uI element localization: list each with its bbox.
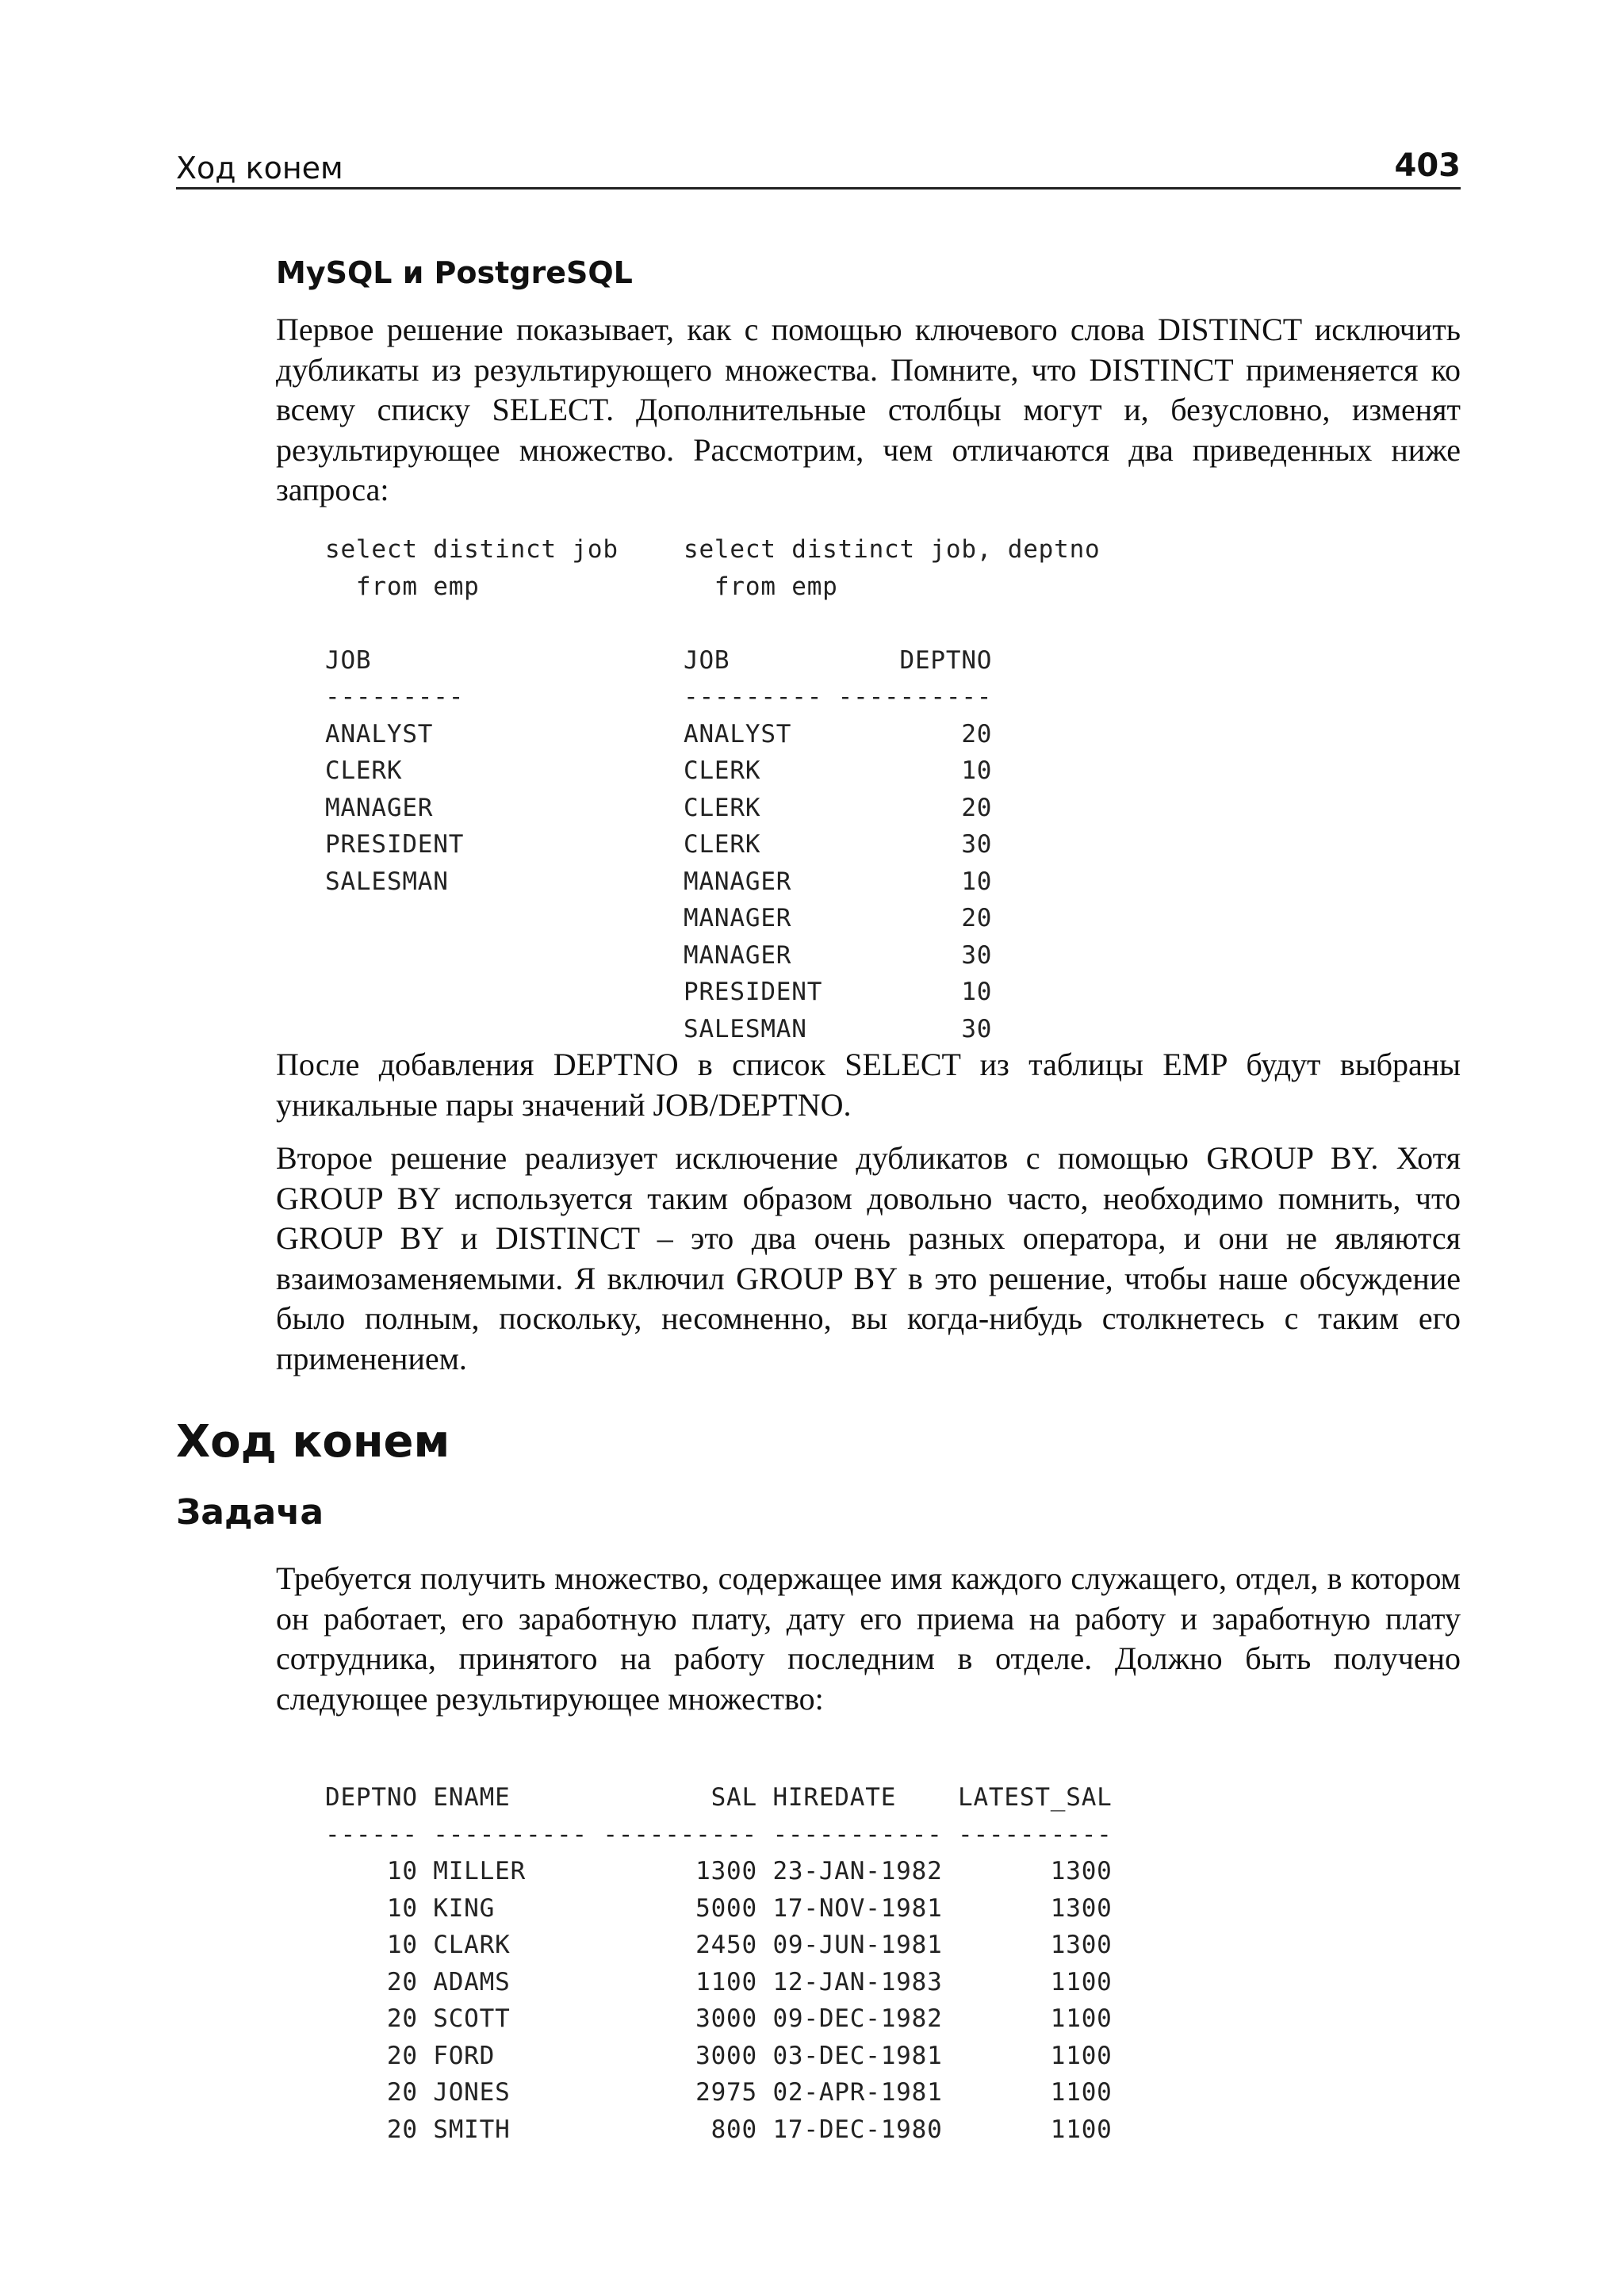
running-header	[176, 147, 1461, 189]
code-line: SALESMAN 30	[684, 1014, 993, 1043]
paragraph-problem: Требуется получить множество, содержащее имя каждого служащего, отдел, в котором он работает, его заработную плату, дату его приема на работу и заработную плату сотрудника, принятого на работу последним в отделе. Должно быть получено следующее результирующее множество:	[276, 1560, 1461, 1717]
code-line: MANAGER	[325, 793, 434, 822]
code-line: MANAGER 30	[684, 940, 993, 970]
paragraph-after-deptno: После добавления DEPTNO в список SELECT из таблицы EMP будут выбраны уникальные пары значений JOB/DEPTNO.	[276, 1047, 1461, 1123]
table-row: 20 JONES 2975 02-APR-1981 1100	[325, 2078, 1113, 2107]
paragraph-distinct-intro: Первое решение показывает, как с помощью ключевого слова DISTINCT исключить дубликаты из результирующего множества. Помните, что DISTINCT применяется ко всему списку SELECT. Дополнительные столбцы могут и, безусловно, изменят результирующее множество. Рассмотрим, чем отличаются два приведенных ниже запроса:	[276, 312, 1461, 507]
code-line: ANALYST	[325, 719, 434, 748]
code-line: PRESIDENT	[325, 830, 465, 859]
code-line: CLERK	[325, 756, 403, 785]
table-row: 20 SMITH 800 17-DEC-1980 1100	[325, 2115, 1113, 2144]
code-line: CLERK 10	[684, 756, 993, 785]
code-line: from emp	[325, 572, 480, 601]
chapter-section-title: Ход конем	[176, 1416, 450, 1468]
code-block-distinct-job-deptno	[684, 531, 1101, 1047]
result-set-table	[325, 1779, 1113, 2148]
code-line: --------- ----------	[684, 683, 993, 711]
code-line: select distinct job, deptno	[684, 535, 1101, 564]
table-row: 10 KING 5000 17-NOV-1981 1300	[325, 1893, 1113, 1923]
code-line: ---------	[325, 683, 465, 711]
code-line: from emp	[684, 572, 838, 601]
table-header-row: DEPTNO ENAME SAL HIREDATE LATEST_SAL	[325, 1783, 1113, 1812]
code-block-distinct-job	[325, 531, 619, 900]
code-line: CLERK 20	[684, 793, 993, 822]
table-row: 20 FORD 3000 03-DEC-1981 1100	[325, 2041, 1113, 2070]
table-row: 10 MILLER 1300 23-JAN-1982 1300	[325, 1857, 1113, 1885]
code-line: MANAGER 10	[684, 867, 993, 896]
code-line: PRESIDENT 10	[684, 978, 993, 1006]
code-line: MANAGER 20	[684, 904, 993, 932]
table-separator: ------ ---------- ---------- ----------- ----------	[325, 1820, 1113, 1849]
problem-heading: Задача	[176, 1492, 324, 1533]
running-title: Ход конем	[176, 151, 343, 186]
code-line: ANALYST 20	[684, 719, 993, 748]
code-line: CLERK 30	[684, 830, 993, 859]
table-row: 10 CLARK 2450 09-JUN-1981 1300	[325, 1931, 1113, 1959]
table-row: 20 SCOTT 3000 09-DEC-1982 1100	[325, 2004, 1113, 2033]
code-line: select distinct job	[325, 535, 619, 564]
page-number: 403	[1394, 147, 1461, 184]
code-line: SALESMAN	[325, 867, 449, 896]
code-line: JOB	[325, 645, 372, 675]
code-line: JOB DEPTNO	[684, 645, 993, 675]
table-row: 20 ADAMS 1100 12-JAN-1983 1100	[325, 1967, 1113, 1996]
section-heading-mysql: MySQL и PostgreSQL	[276, 255, 633, 290]
paragraph-group-by: Второе решение реализует исключение дубликатов с помощью GROUP BY. Хотя GROUP BY используется таким образом довольно часто, необходимо помнить, что GROUP BY и DISTINCT – это два очень разных оператора, и они не являются взаимозаменяемыми. Я включил GROUP BY в это решение, чтобы наше обсуждение было полным, поскольку, несомненно, вы когда-нибудь столкнетесь с таким его применением.	[276, 1140, 1461, 1376]
